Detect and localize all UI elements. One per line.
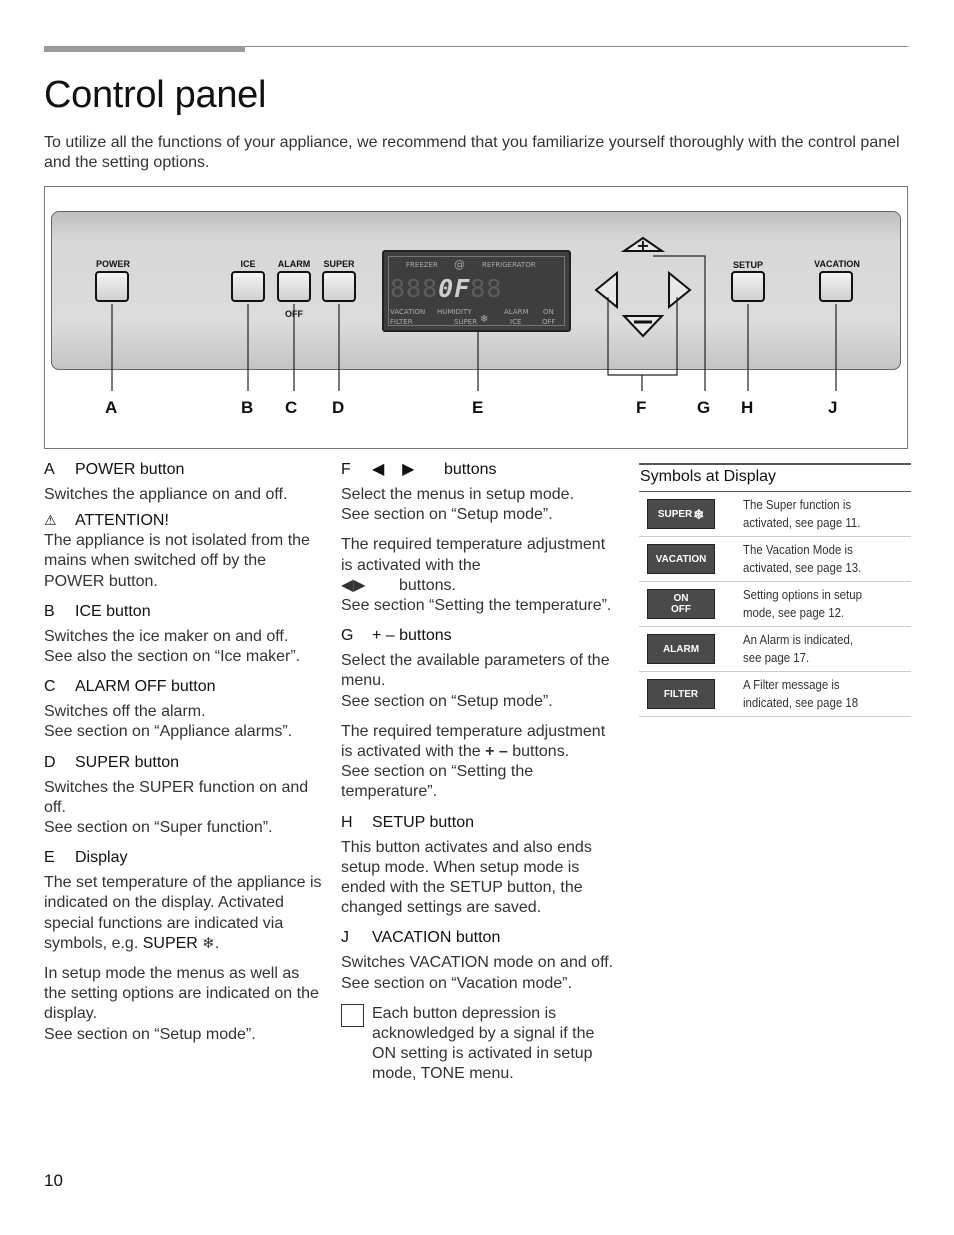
warning-triangle-icon: ⚠ [44,512,57,529]
callout-f: F [636,398,647,417]
vacation-badge: VACATION [647,544,715,574]
section-j-text: Switches VACATION mode on and off. See section on “Vacation mode”. [341,954,614,992]
section-j-heading: J VACATION button [341,929,501,947]
lcd-freezer: FREEZER [406,261,438,269]
lcd-refrigerator: REFRIGERATOR [482,261,536,269]
section-g-text3: The required temperature adjustment is activated with the + – buttons. [341,722,606,761]
symbol-row-on-off: ON OFF Setting options in setup mode, see page 12. [639,582,911,627]
section-e-text3: See section on “Setup mode”. [44,1025,256,1043]
section-f-heading: F ◀ ▶ buttons [341,461,497,478]
power-label: POWER [95,259,130,269]
minus-button-icon[interactable] [624,316,662,336]
svg-text:+: + [636,236,650,255]
alarm-label: ALARM [277,259,311,269]
section-b-heading: B ICE button [44,602,151,620]
left-arrow-button-icon[interactable] [596,273,617,307]
section-g-heading: G + – buttons [341,627,452,645]
symbol-row-filter: FILTER A Filter message is indicated, see page 18 [639,672,911,717]
section-b-text2: See also the section on “Ice maker”. [44,648,301,666]
right-arrow-button-icon[interactable] [669,273,690,307]
section-f-text2: See section on “Setup mode”. [341,506,553,524]
section-g-text2: See section on “Setup mode”. [341,692,553,710]
section-c-text1: Switches off the alarm. [44,703,206,721]
lcd-filter: FILTER [390,318,413,326]
callout-g: G [697,398,711,417]
callout-j: J [828,398,838,417]
section-c-text2: See section on “Appliance alarms”. [44,723,293,741]
section-e-heading: E Display [44,849,128,867]
section-d-heading: D SUPER button [44,753,180,771]
attention-text: The appliance is not isolated from the mains when switched off by the POWER button. [44,532,310,590]
lcd-ice: ICE [510,318,522,326]
lcd-humidity: HUMIDITY [437,308,472,316]
section-a-text: Switches the appliance on and off. [44,486,288,503]
symbols-table-title: Symbols at Display [639,463,911,492]
alarm-off-label: OFF [285,309,303,319]
callout-b: B [241,398,254,417]
section-g-text1: Select the available parameters of the menu. [341,652,610,690]
super-badge: SUPER ❄ [647,499,715,529]
alarm-badge: ALARM [647,634,715,664]
section-e-text1: The set temperature of the appliance is indicated on the display. Activated special functions are indicated via symbols, e.g. SUPER ❄. [44,874,322,952]
section-h-text: This button activates and also ends setup mode. When setup mode is ended with the SETUP button, the changed settings are saved. [341,838,592,917]
setup-label: SETUP [732,260,763,270]
callout-h: H [741,398,754,417]
section-d-text2: See section on “Super function”. [44,819,273,837]
lcd-super: SUPER [454,318,478,326]
left-right-arrow-icon: ◀ ▶ [372,461,415,478]
page-number: 10 [44,1171,63,1190]
symbol-row-vacation: VACATION The Vacation Mode is activated, see page 13. [639,537,911,582]
on-off-badge: ON OFF [647,589,715,619]
section-b-text1: Switches the ice maker on and off. [44,627,289,645]
lcd-on: ON [543,308,554,316]
vacation-label: VACATION [814,259,860,269]
callout-d: D [332,398,345,417]
section-d-text1: Switches the SUPER function on and off. [44,778,309,816]
section-marker-bar [44,46,245,52]
middle-column [341,460,616,1085]
note-icon [341,1004,364,1027]
ice-label: ICE [240,259,256,269]
lcd-at-icon: @ [454,258,465,271]
note-block [341,1004,616,1085]
callout-a: A [105,398,118,417]
intro-paragraph: To utilize all the functions of your appliance, we recommend that you familiarize yourself thoroughly with the control panel and the setting options. [44,134,900,171]
lcd-snowflake-icon: ❄ [480,314,489,325]
section-h-heading: H SETUP button [341,813,474,831]
section-f-text1: Select the menus in setup mode. [341,486,575,503]
filter-badge: FILTER [647,679,715,709]
section-a-heading: A POWER button [44,461,185,478]
callout-e: E [472,398,484,417]
section-c-heading: C ALARM OFF button [44,678,216,696]
section-f-text4: See section “Setting the temperature”. [341,597,612,615]
symbol-row-alarm: ALARM An Alarm is indicated, see page 17. [639,627,911,672]
snowflake-icon: ❄ [202,934,215,952]
callout-c: C [285,398,298,417]
super-label: SUPER [323,259,355,269]
lcd-off: OFF [542,318,556,326]
lcd-digits: 8880F88 [390,274,503,303]
left-right-arrow-icon: ◀▶ [341,576,366,594]
note-text: Each button depression is acknowledged by a signal if the ON setting is activated in setup mode, TONE menu. [372,1004,595,1083]
attention-heading: ⚠ ATTENTION! [44,512,169,530]
snowflake-icon: ❄ [693,506,705,522]
symbols-table [639,463,911,717]
lcd-alarm: ALARM [504,308,529,316]
left-column [44,460,324,1045]
section-g-text4: See section on “Setting the temperature”. [341,763,534,801]
page-title: Control panel [44,74,267,116]
lcd-vacation: VACATION [390,308,426,316]
section-e-text2: In setup mode the menus as well as the setting options are indicated on the display. [44,965,319,1023]
control-panel-figure [44,186,908,449]
section-f-text3: The required temperature adjustment is activated with the ◀▶ buttons. [341,535,616,596]
symbol-row-super: SUPER ❄ The Super function is activated, see page 11. [639,492,911,537]
